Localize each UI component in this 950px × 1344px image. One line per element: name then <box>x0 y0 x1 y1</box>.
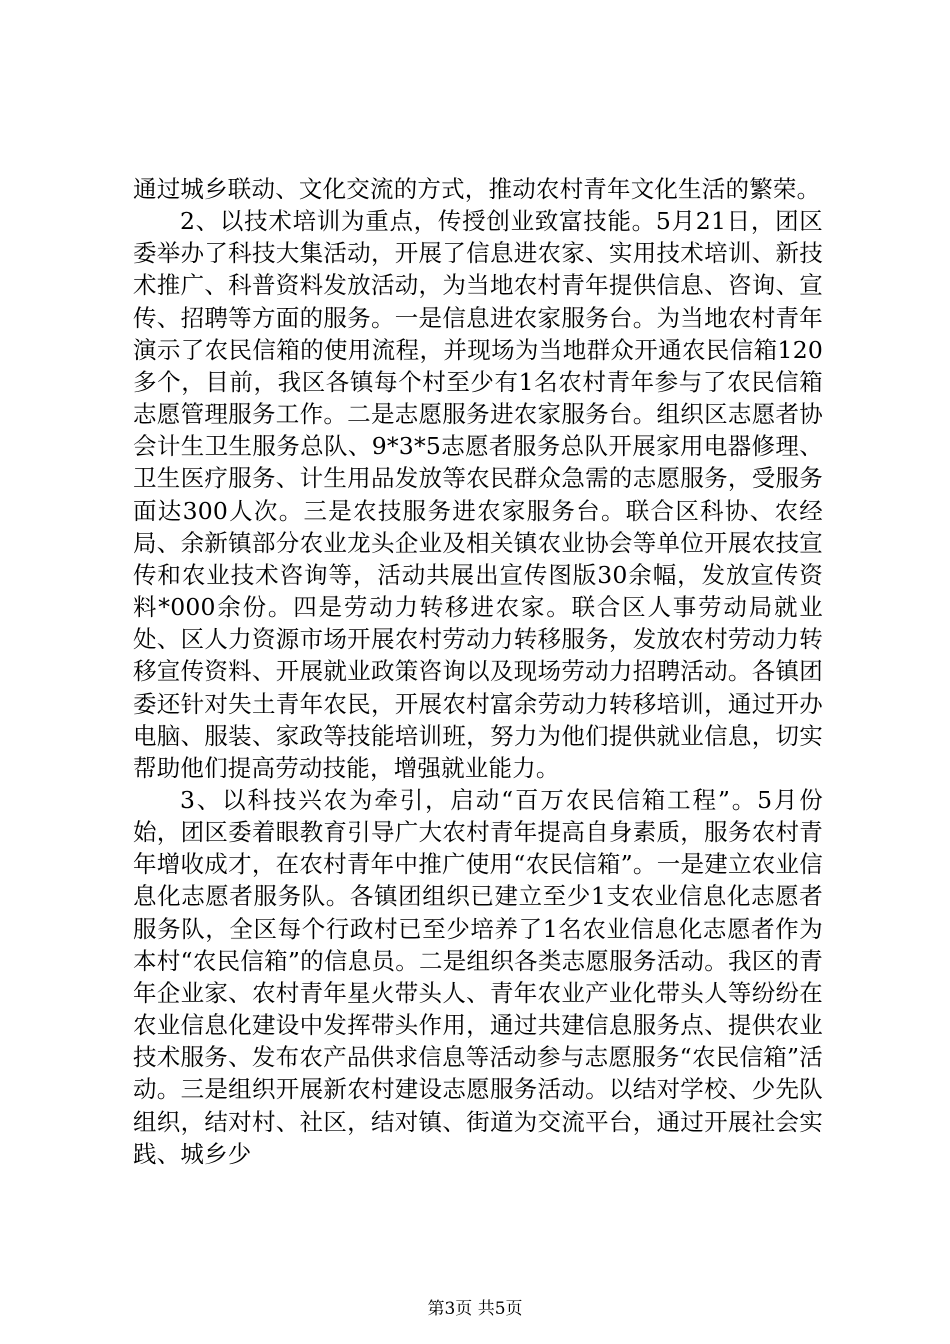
document-body <box>133 173 823 1170</box>
paragraph-technical-training: 2、以技术培训为重点，传授创业致富技能。5月21日，团区委举办了科技大集活动，开展了信息进农家、实用技术培训、新技术推广、科普资料发放活动，为当地农村青年提供信息、咨询、宣传、招聘等方面的服务。一是信息进农家服务台。为当地农村青年演示了农民信箱的使用流程，并现场为当地群众开通农民信箱120多个，目前，我区各镇每个村至少有1名农村青年参与了农民信箱志愿管理服务工作。二是志愿服务进农家服务台。组织区志愿者协会计生卫生服务总队、9*3*5志愿者服务总队开展家用电器修理、卫生医疗服务、计生用品发放等农民群众急需的志愿服务，受服务面达300人次。三是农技服务进农家服务台。联合区科协、农经局、余新镇部分农业龙头企业及相关镇农业协会等单位开展农技宣传和农业技术咨询等，活动共展出宣传图版30余幅，发放宣传资料*000余份。四是劳动力转移进农家。联合区人事劳动局就业处、区人力资源市场开展农村劳动力转移服务，发放农村劳动力转移宣传资料、开展就业政策咨询以及现场劳动力招聘活动。各镇团委还针对失土青年农民，开展农村富余劳动力转移培训，通过开办电脑、服装、家政等技能培训班，努力为他们提供就业信息，切实帮助他们提高劳动技能，增强就业能力。 <box>133 207 823 782</box>
paragraph-continuation: 通过城乡联动、文化交流的方式，推动农村青年文化生活的繁荣。 <box>133 175 821 203</box>
paragraph-farmer-mailbox: 3、以科技兴农为牵引，启动“百万农民信箱工程”。5月份始，团区委着眼教育引导广大农村青年提高自身素质，服务农村青年增收成才，在农村青年中推广使用“农民信箱”。一是建立农业信息化志愿者服务队。各镇团组织已建立至少1支农业信息化志愿者服务队，全区每个行政村已至少培养了1名农业信息化志愿者作为本村“农民信箱”的信息员。二是组织各类志愿服务活动。我区的青年企业家、农村青年星火带头人、青年农业产业化带头人等纷纷在农业信息化建设中发挥带头作用，通过共建信息服务点、提供农业技术服务、发布农产品供求信息等活动参与志愿服务“农民信箱”活动。三是组织开展新农村建设志愿服务活动。以结对学校、少先队组织，结对村、社区，结对镇、街道为交流平台，通过开展社会实践、城乡少 <box>133 785 823 1168</box>
page-number-footer: 第3页 共5页 <box>427 1299 523 1319</box>
